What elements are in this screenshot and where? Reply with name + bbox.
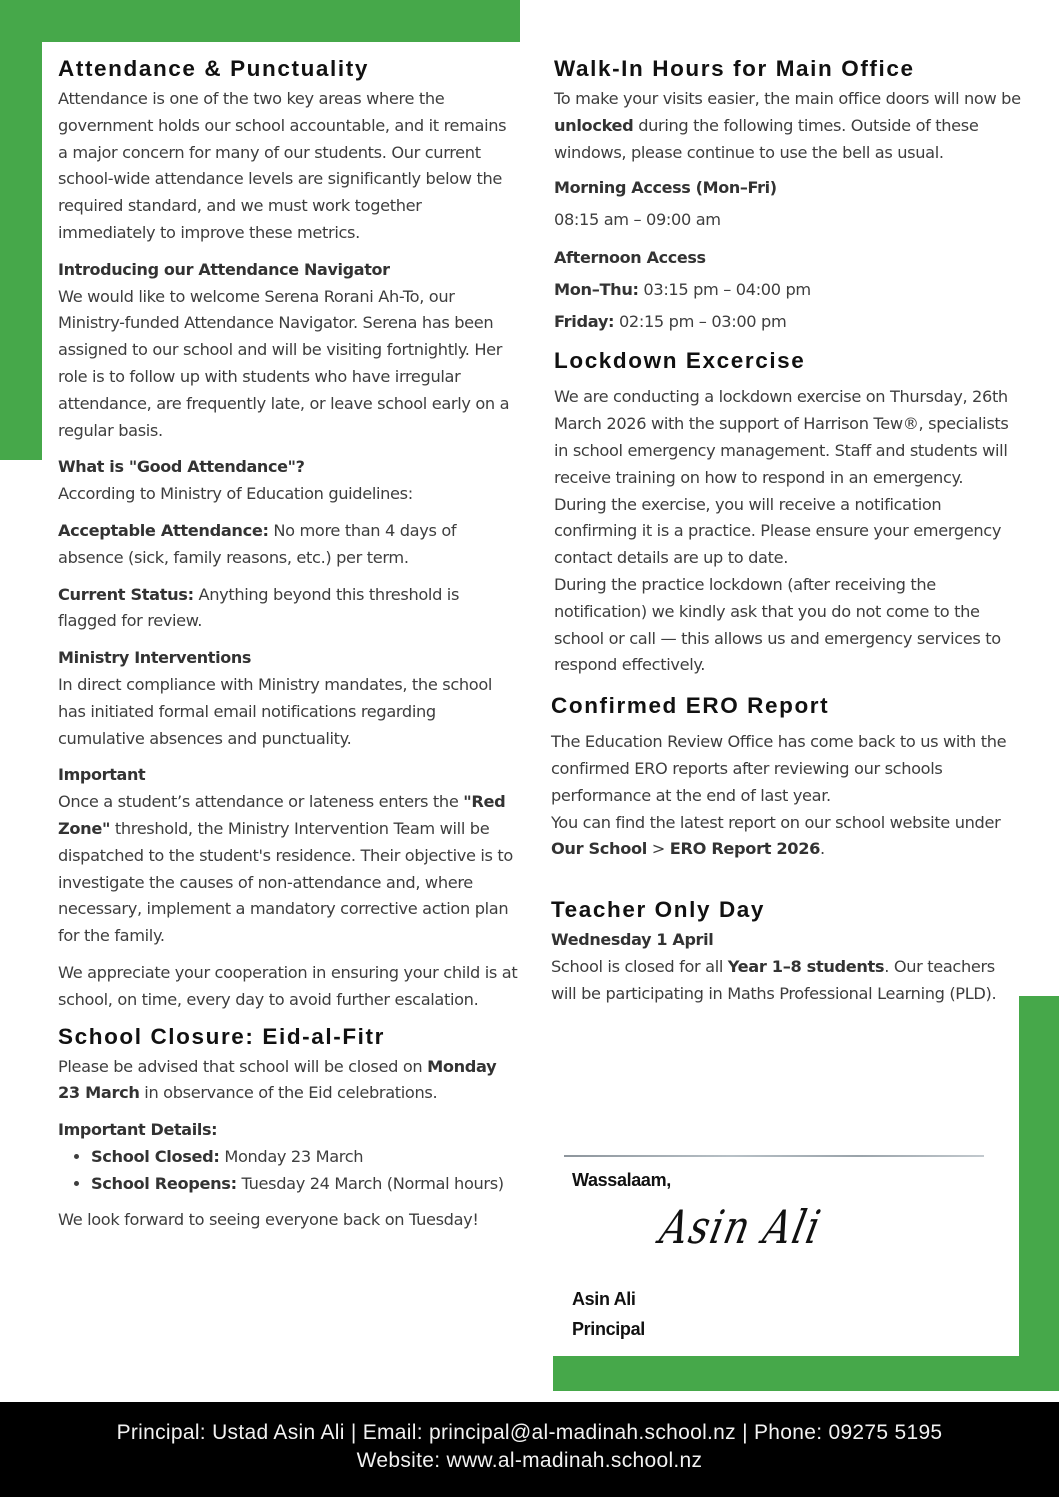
walkin-text-post: during the following times. Outside of these windows, please continue to use the bell as usual.	[554, 115, 979, 162]
right-column	[551, 52, 1024, 1008]
ero-para2-post: .	[820, 839, 825, 859]
monthu-hours	[554, 274, 1024, 306]
signoff-greeting: Wassalaam,	[572, 1170, 671, 1190]
acceptable-label: Acceptable Attendance:	[58, 520, 269, 540]
monthu-label: Mon–Thu:	[554, 280, 639, 300]
signature-divider	[564, 1155, 984, 1157]
ero-para1: The Education Review Office has come back to us with the confirmed ERO reports after reviewing our schools performance at the end of last year.	[551, 732, 1007, 805]
ero-para2	[551, 810, 1024, 864]
item-value: Tuesday 24 March (Normal hours)	[236, 1173, 504, 1193]
important-text	[58, 789, 518, 950]
lockdown-section	[554, 344, 1024, 679]
ero-report-link: ERO Report 2026	[669, 839, 821, 859]
eid-closing: We look forward to seeing everyone back on Tuesday!	[58, 1210, 479, 1230]
list-item	[91, 1171, 518, 1198]
teacher-day-text	[551, 954, 1024, 1008]
teacher-day-title: Teacher Only Day	[551, 897, 766, 923]
monthu-time: 03:15 pm – 04:00 pm	[638, 280, 811, 300]
current-status	[58, 582, 518, 636]
walkin-text-pre: To make your visits easier, the main office doors will now be	[554, 89, 1021, 108]
friday-label: Friday:	[554, 312, 615, 332]
good-attendance-heading: What is "Good Attendance"?	[58, 457, 305, 477]
navigator-heading: Introducing our Attendance Navigator	[58, 259, 390, 279]
footer-website-line: Website: www.al-madinah.school.nz	[356, 1449, 703, 1472]
important-heading: Important	[58, 765, 146, 785]
lockdown-para3: During the practice lockdown (after receiving the notification) we kindly ask that you do not come to the school or call — this allows us and emergency services to respond effectively.	[554, 574, 1001, 675]
eid-details-heading: Important Details:	[58, 1120, 218, 1140]
important-pre: Once a student’s attendance or lateness enters the	[58, 792, 464, 812]
teacher-day-post: . Our teachers will be participating in Maths Professional Learning (PLD).	[551, 956, 997, 1003]
good-attendance-text: According to Ministry of Education guidelines:	[58, 484, 413, 504]
ero-title: Confirmed ERO Report	[551, 693, 830, 719]
eid-section	[58, 1020, 518, 1235]
eid-title: School Closure: Eid-al-Fitr	[58, 1023, 385, 1049]
item-label: School Reopens:	[91, 1173, 237, 1193]
ero-para2-pre: You can find the latest report on our school website under	[551, 812, 1001, 832]
friday-hours	[554, 306, 1024, 338]
friday-time: 02:15 pm – 03:00 pm	[614, 312, 787, 332]
interventions-text: In direct compliance with Ministry mandates, the school has initiated formal email notifications regarding cumulative absences and punctuality.	[58, 674, 493, 748]
status-label: Current Status:	[58, 584, 194, 604]
acceptable-attendance	[58, 518, 518, 572]
eid-text	[58, 1054, 518, 1108]
eid-text-pre: Please be advised that school will be closed on	[58, 1056, 428, 1076]
important-post: threshold, the Ministry Intervention Team will be dispatched to the student's residence. Their objective is to investigate the causes of non-attendance and, where necessary, implement a mandatory corrective action plan for the family.	[58, 818, 513, 946]
breadcrumb-separator: >	[646, 839, 670, 859]
item-label: School Closed:	[91, 1146, 220, 1166]
green-accent-left	[0, 0, 42, 460]
walkin-section	[554, 52, 1024, 338]
signoff-name: Asin Ali	[572, 1289, 636, 1309]
morning-time: 08:15 am – 09:00 am	[554, 210, 721, 230]
lockdown-para2: During the exercise, you will receive a notification confirming it is a practice. Please ensure your emergency contact details are up to date.	[554, 494, 1002, 568]
attendance-intro: Attendance is one of the two key areas where the government holds our school accountable, and it remains a major concern for many of our students. Our current school-wide attendance levels are significantly below the required standard, and we must work together immediately to improve these metrics.	[58, 89, 507, 242]
signoff-title: Principal	[572, 1319, 645, 1339]
interventions-heading: Ministry Interventions	[58, 648, 252, 668]
year-levels: Year 1–8 students	[727, 956, 885, 976]
morning-heading: Morning Access (Mon–Fri)	[554, 178, 777, 198]
attendance-title: Attendance & Punctuality	[58, 56, 369, 81]
teacher-day-pre: School is closed for all	[551, 956, 728, 976]
ero-section	[551, 689, 1024, 863]
footer-contact-line: Principal: Ustad Asin Ali | Email: principal@al-madinah.school.nz | Phone: 09275 5195	[116, 1421, 943, 1444]
our-school-link: Our School	[551, 839, 647, 859]
acceptable-text: No more than 4 days of absence (sick, family reasons, etc.) per term.	[58, 520, 457, 567]
footer	[0, 1402, 1059, 1497]
navigator-text: We would like to welcome Serena Rorani Ah-To, our Ministry-funded Attendance Navigator. Serena has been assigned to our school and will be visiting fortnightly. Her role is to follow up with students who have irregular attendance, are frequently late, or leave school early on a regular basis.	[58, 286, 510, 440]
green-accent-bottom	[553, 1356, 1059, 1391]
signature-image: Asin Ali	[655, 1200, 827, 1254]
status-text: Anything beyond this threshold is flagged for review.	[58, 584, 460, 631]
green-accent-top	[0, 0, 520, 42]
attendance-section	[58, 52, 518, 1014]
teacher-day-date: Wednesday 1 April	[551, 930, 714, 950]
unlocked-label: unlocked	[554, 115, 634, 135]
eid-date: Monday 23 March	[58, 1056, 497, 1103]
eid-details-list	[58, 1144, 518, 1198]
teacher-day-section	[551, 893, 1024, 1007]
lockdown-para1: We are conducting a lockdown exercise on Thursday, 26th March 2026 with the support of Harrison Tew®, specialists in school emergency management. Staff and students will receive training on how to respond in an emergency.	[554, 387, 1009, 487]
walkin-title: Walk-In Hours for Main Office	[554, 56, 915, 81]
walkin-text	[554, 86, 1024, 166]
item-value: Monday 23 March	[219, 1146, 364, 1166]
left-column	[58, 52, 518, 1234]
list-item	[91, 1144, 518, 1171]
eid-text-post: in observance of the Eid celebrations.	[139, 1083, 438, 1103]
lockdown-title: Lockdown Excercise	[554, 348, 806, 374]
green-accent-right	[1019, 996, 1059, 1391]
afternoon-heading: Afternoon Access	[554, 248, 706, 268]
red-zone-label: "Red Zone"	[58, 792, 506, 838]
attendance-closing: We appreciate your cooperation in ensuring your child is at school, on time, every day to avoid further escalation.	[58, 962, 518, 1009]
